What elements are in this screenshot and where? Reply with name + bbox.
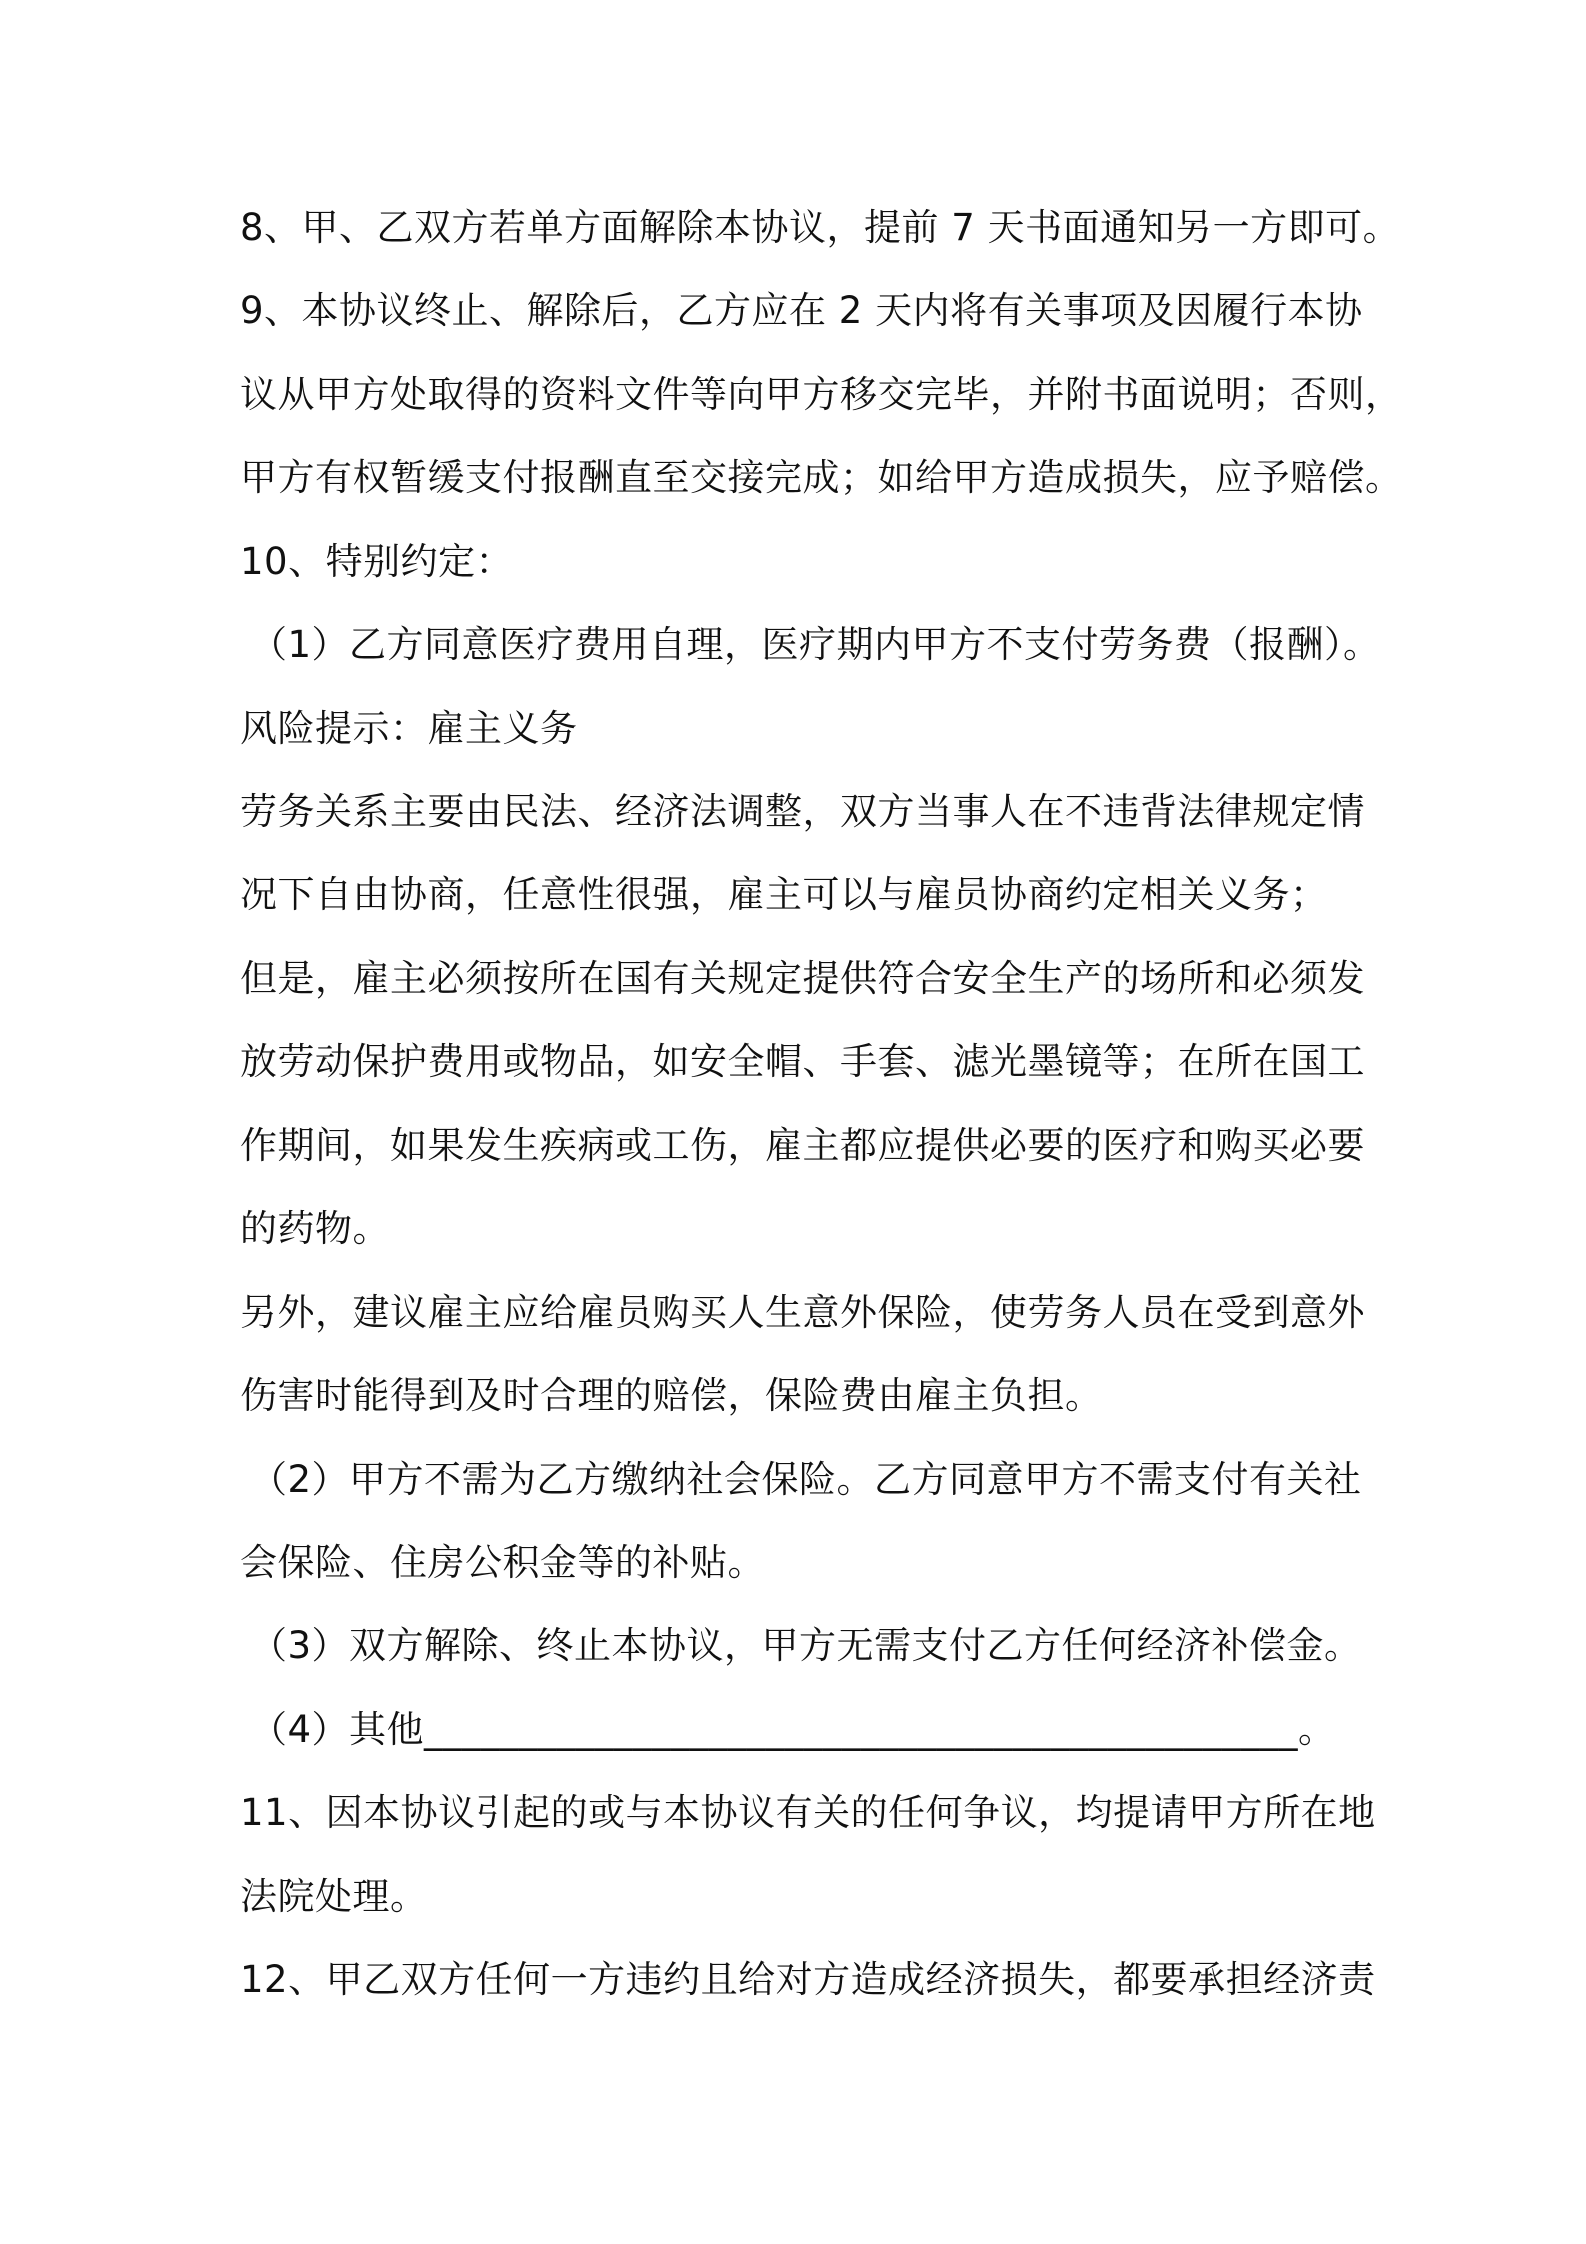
clause-11-line-1: 11、因本协议引起的或与本协议有关的任何争议，均提请甲方所在地 (240, 1791, 1376, 1834)
special-term-4: （4）其他______________________________________________。 (250, 1708, 1336, 1751)
clause-12-line-1: 12、甲乙双方任何一方违约且给对方造成经济损失，都要承担经济责 (240, 1958, 1376, 2001)
clause-9-line-3: 甲方有权暂缓支付报酬直至交接完成；如给甲方造成损失，应予赔偿。 (240, 456, 1403, 499)
risk-tip-line-8: 伤害时能得到及时合理的赔偿，保险费由雇主负担。 (240, 1374, 1103, 1417)
risk-tip-heading: 风险提示：雇主义务 (240, 707, 578, 750)
risk-tip-line-7: 另外，建议雇主应给雇员购买人生意外保险，使劳务人员在受到意外 (240, 1291, 1365, 1334)
risk-tip-line-1: 劳务关系主要由民法、经济法调整，双方当事人在不违背法律规定情 (240, 790, 1365, 833)
special-term-2-line-1: （2）甲方不需为乙方缴纳社会保险。乙方同意甲方不需支付有关社 (250, 1458, 1362, 1501)
clause-8-line-1: 8、甲、乙双方若单方面解除本协议，提前 7 天书面通知另一方即可。 (240, 206, 1401, 249)
special-term-3: （3）双方解除、终止本协议，甲方无需支付乙方任何经济补偿金。 (250, 1624, 1362, 1667)
clause-10-heading: 10、特别约定： (240, 540, 514, 583)
risk-tip-line-6: 的药物。 (240, 1207, 390, 1250)
clause-11-line-2: 法院处理。 (240, 1875, 428, 1918)
risk-tip-line-5: 作期间，如果发生疾病或工伤，雇主都应提供必要的医疗和购买必要 (240, 1124, 1365, 1167)
risk-tip-line-2: 况下自由协商，任意性很强，雇主可以与雇员协商约定相关义务； (240, 873, 1328, 916)
special-term-2-line-2: 会保险、住房公积金等的补贴。 (240, 1541, 765, 1584)
risk-tip-line-3: 但是，雇主必须按所在国有关规定提供符合安全生产的场所和必须发 (240, 957, 1365, 1000)
clause-9-line-2: 议从甲方处取得的资料文件等向甲方移交完毕，并附书面说明；否则， (240, 373, 1403, 416)
special-term-1: （1）乙方同意医疗费用自理，医疗期内甲方不支付劳务费（报酬）。 (250, 623, 1381, 666)
risk-tip-line-4: 放劳动保护费用或物品，如安全帽、手套、滤光墨镜等；在所在国工 (240, 1040, 1365, 1083)
clause-9-line-1: 9、本协议终止、解除后，乙方应在 2 天内将有关事项及因履行本协 (240, 289, 1363, 332)
